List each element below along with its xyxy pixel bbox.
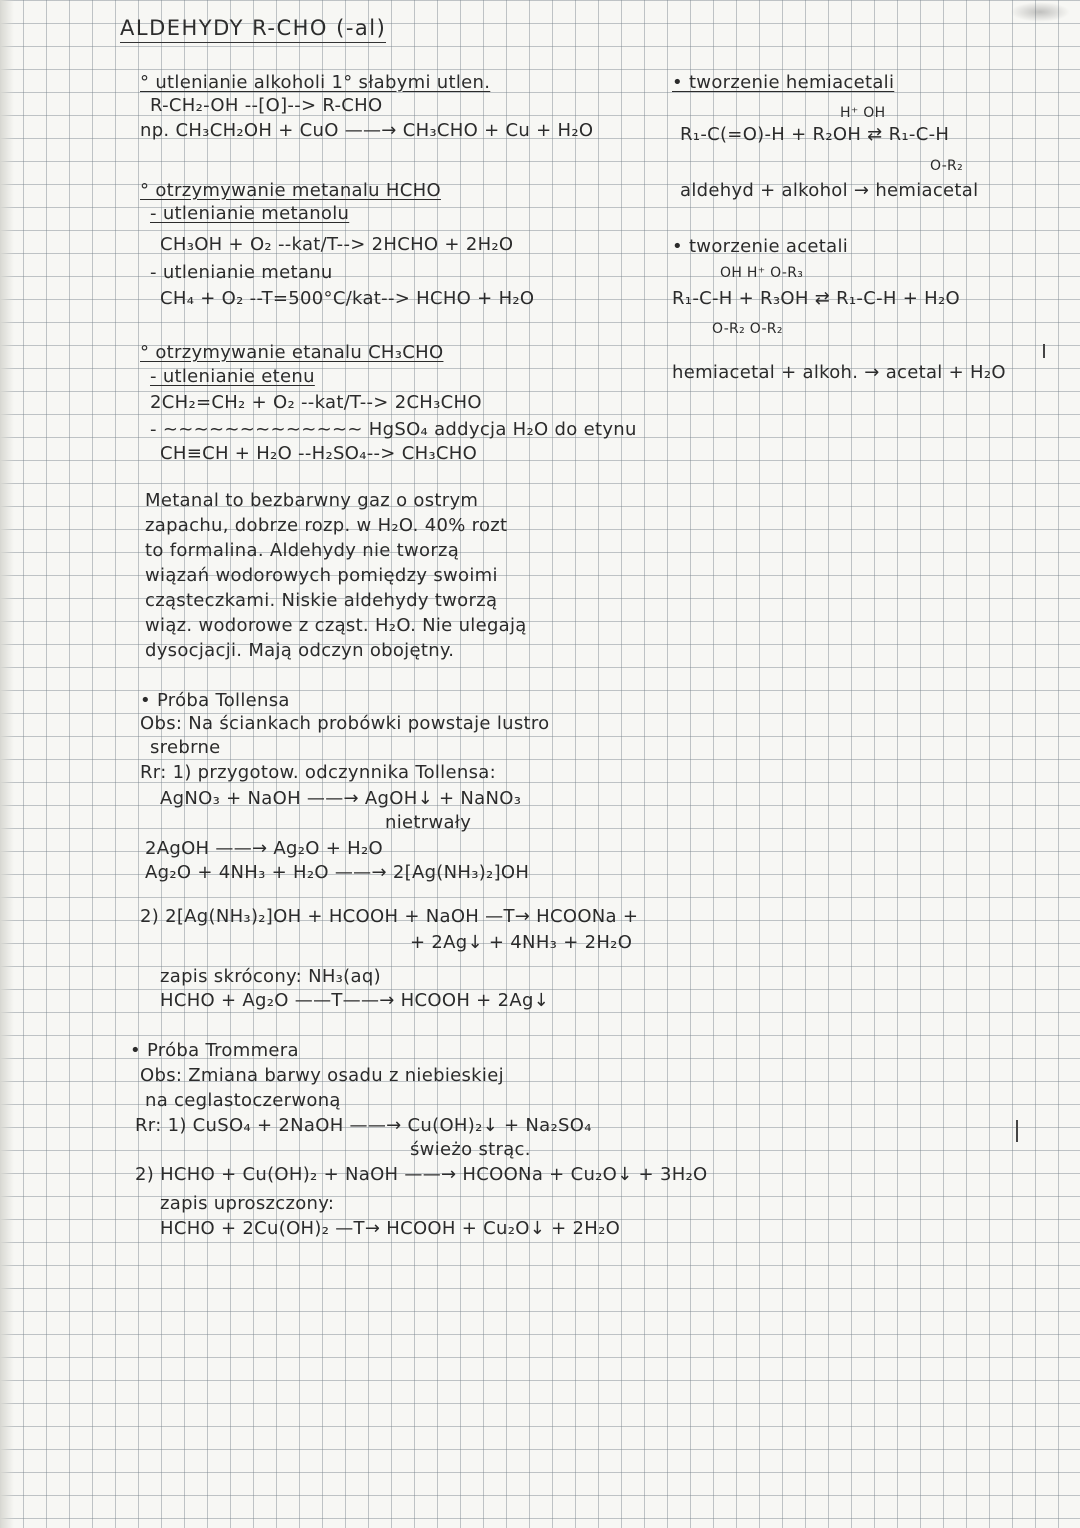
heading-alcohol-oxidation: ° utlenianie alkoholi 1° słabymi utlen.	[140, 72, 491, 93]
tollens-step-2: 2) 2[Ag(NH₃)₂]OH + HCOOH + NaOH —T→ HCOONa +	[140, 906, 639, 927]
page-edge	[0, 0, 14, 1528]
subheading-ethene-oxidation: - utlenianie etenu	[150, 366, 315, 387]
reaction-methanol-oxidation: CH₃OH + O₂ --kat/T--> 2HCHO + 2H₂O	[160, 234, 514, 255]
reaction-ethyne-hydration: CH≡CH + H₂O --H₂SO₄--> CH₃CHO	[160, 443, 478, 464]
tollens-observation: Obs: Na ściankach probówki powstaje lustro	[140, 713, 550, 734]
tollens-step-2-cont: + 2Ag↓ + 4NH₃ + 2H₂O	[410, 932, 633, 953]
heading-hemiacetal: • tworzenie hemiacetali	[672, 72, 895, 93]
trommer-simplified-label: zapis uproszczony:	[160, 1193, 335, 1214]
heading-tollens: • Próba Tollensa	[140, 690, 290, 711]
acetal-labels-top: OH H⁺ O-R₃	[720, 265, 804, 281]
tollens-short-label: zapis skrócony: NH₃(aq)	[160, 966, 381, 987]
heading-trommer: • Próba Trommera	[130, 1040, 299, 1061]
subheading-methanol-oxidation: - utlenianie metanolu	[150, 203, 350, 224]
paragraph-line-2: zapachu, dobrze rozp. w H₂O. 40% rozt	[145, 515, 508, 536]
paragraph-line-4: wiązań wodorowych pomiędzy swoimi	[145, 565, 498, 586]
note-unstable: nietrwały	[385, 812, 472, 833]
heading-ethanal: ° otrzymywanie etanalu CH₃CHO	[140, 342, 444, 363]
tollens-observation-cont: srebrne	[150, 737, 221, 758]
trommer-step-1: Rr: 1) CuSO₄ + 2NaOH ——→ Cu(OH)₂↓ + Na₂SO₄	[135, 1115, 592, 1136]
reaction-acetal: R₁-C-H + R₃OH ⇄ R₁-C-H + H₂O	[672, 288, 960, 309]
reaction-ethene-oxidation: 2CH₂=CH₂ + O₂ --kat/T--> 2CH₃CHO	[150, 392, 482, 413]
acetal-summary: hemiacetal + alkoh. → acetal + H₂O	[672, 362, 1006, 383]
trommer-step-2: 2) HCHO + Cu(OH)₂ + NaOH ——→ HCOONa + Cu₂O↓ + 3H₂O	[135, 1164, 708, 1185]
page-title: ALDEHYDY R-CHO (-al)	[120, 16, 386, 43]
corner-smudge	[1010, 2, 1070, 22]
note-ethyne-hydration: - ~~~~~~~~~~~~~ HgSO₄ addycja H₂O do etynu	[150, 419, 637, 440]
hemiacetal-substituent: O-R₂	[930, 158, 964, 174]
paragraph-line-1: Metanal to bezbarwny gaz o ostrym	[145, 490, 479, 511]
reaction-general-oxidation: R-CH₂-OH --[O]--> R-CHO	[150, 95, 383, 116]
reaction-agno3-naoh: AgNO₃ + NaOH ——→ AgOH↓ + NaNO₃	[160, 788, 522, 809]
hemiacetal-summary: aldehyd + alkohol → hemiacetal	[680, 180, 979, 201]
reaction-trommer-simplified: HCHO + 2Cu(OH)₂ —T→ HCOOH + Cu₂O↓ + 2H₂O	[160, 1218, 621, 1239]
paragraph-line-7: dysocjacji. Mają odczyn obojętny.	[145, 640, 455, 661]
paragraph-line-3: to formalina. Aldehydy nie tworzą	[145, 540, 460, 561]
heading-acetal: • tworzenie acetali	[672, 236, 849, 257]
paragraph-line-6: wiąz. wodorowe z cząst. H₂O. Nie ulegają	[145, 615, 527, 636]
hemiacetal-catalyst: H⁺ OH	[840, 105, 886, 121]
reaction-methane-oxidation: CH₄ + O₂ --T=500°C/kat--> HCHO + H₂O	[160, 288, 535, 309]
trommer-observation-cont: na ceglastoczerwoną	[145, 1090, 341, 1111]
paragraph-line-5: cząsteczkami. Niskie aldehydy tworzą	[145, 590, 498, 611]
heading-methanal: ° otrzymywanie metanalu HCHO	[140, 180, 441, 201]
trommer-observation: Obs: Zmiana barwy osadu z niebieskiej	[140, 1065, 504, 1086]
reaction-tollens-reagent: Ag₂O + 4NH₃ + H₂O ——→ 2[Ag(NH₃)₂]OH	[145, 862, 530, 883]
margin-mark	[1043, 344, 1053, 358]
reaction-tollens-short: HCHO + Ag₂O ——T——→ HCOOH + 2Ag↓	[160, 990, 550, 1011]
reaction-agoh-decomposition: 2AgOH ——→ Ag₂O + H₂O	[145, 838, 383, 859]
reaction-ethanol-oxidation: np. CH₃CH₂OH + CuO ——→ CH₃CHO + Cu + H₂O	[140, 120, 594, 141]
tollens-step-1: Rr: 1) przygotow. odczynnika Tollensa:	[140, 762, 496, 783]
reaction-hemiacetal: R₁-C(=O)-H + R₂OH ⇄ R₁-C-H	[680, 124, 950, 145]
margin-tick	[1016, 1120, 1018, 1142]
acetal-labels-bottom: O-R₂ O-R₂	[712, 321, 783, 337]
subheading-methane-oxidation: - utlenianie metanu	[150, 262, 333, 283]
note-freshly-precipitated: świeżo strąc.	[410, 1139, 531, 1160]
